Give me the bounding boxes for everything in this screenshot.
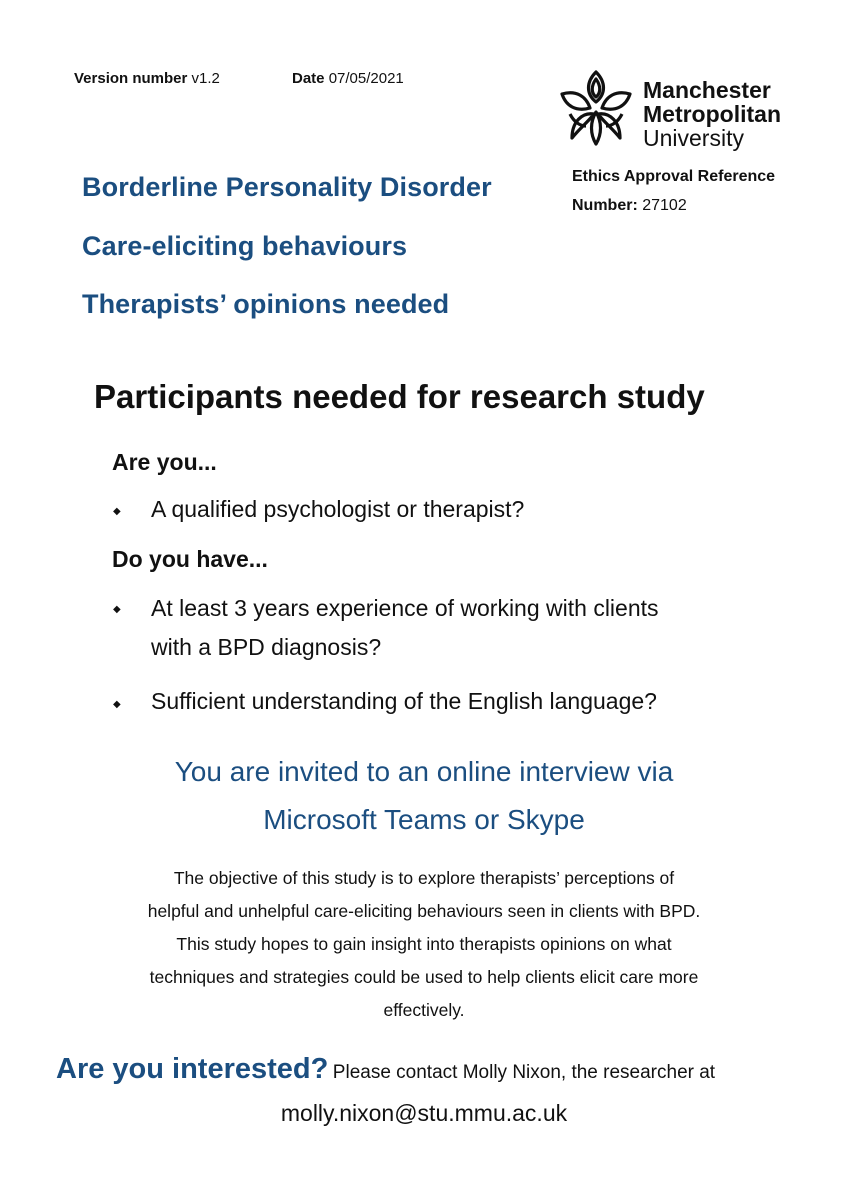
objective-line-3: This study hopes to gain insight into therapists opinions on what <box>176 934 672 954</box>
contact-line <box>56 1053 715 1086</box>
contact-email[interactable]: molly.nixon@stu.mmu.ac.uk <box>280 1100 568 1126</box>
criteria-bullet-english: Sufficient understanding of the English language? <box>151 688 657 714</box>
are-you-heading: Are you... <box>112 449 217 475</box>
ethics-number-label: Number: <box>572 197 638 214</box>
contact-text: Please contact Molly Nixon, the researcher at <box>332 1062 716 1083</box>
heading-therapists-opinions: Therapists’ opinions needed <box>82 289 450 319</box>
interest-question: Are you interested? <box>56 1053 329 1085</box>
objective-line-4: techniques and strategies could be used to help clients elicit care more <box>149 967 699 987</box>
heading-care-eliciting: Care-eliciting behaviours <box>82 231 408 261</box>
logo-line-3: University <box>643 125 744 151</box>
objective-line-2: helpful and unhelpful care-eliciting behaviours seen in clients with BPD. <box>147 901 701 921</box>
criteria-bullet-experience <box>151 589 659 667</box>
invite-line-1: You are invited to an online interview via <box>174 756 674 787</box>
university-logo <box>556 68 636 148</box>
diamond-bullet-icon: ◆ <box>113 506 121 517</box>
date-value: 07/05/2021 <box>328 70 404 87</box>
page-title: Participants needed for research study <box>94 378 705 415</box>
diamond-bullet-icon: ◆ <box>113 604 121 615</box>
study-objective <box>0 862 848 1027</box>
ethics-reference <box>572 162 775 220</box>
criteria-experience-line-1: At least 3 years experience of working with clients <box>151 595 659 621</box>
ethics-label: Ethics Approval Reference <box>572 168 776 185</box>
ethics-number: 27102 <box>642 197 687 214</box>
date-label: Date <box>292 70 325 87</box>
version-number <box>74 70 220 87</box>
objective-line-5: effectively. <box>383 1000 465 1020</box>
heading-bpd: Borderline Personality Disorder <box>82 172 492 202</box>
invitation <box>0 748 848 844</box>
version-label: Version number <box>74 70 188 87</box>
criteria-bullet-qualified: A qualified psychologist or therapist? <box>151 496 525 522</box>
do-you-have-heading: Do you have... <box>112 546 268 572</box>
logo-line-2: Metropolitan <box>643 101 781 127</box>
objective-line-1: The objective of this study is to explore therapists’ perceptions of <box>173 868 675 888</box>
version-value: v1.2 <box>191 70 220 87</box>
invite-line-2: Microsoft Teams or Skype <box>263 804 585 835</box>
document-date <box>292 70 404 87</box>
criteria-experience-line-2: with a BPD diagnosis? <box>151 634 382 660</box>
university-name <box>643 78 781 150</box>
diamond-bullet-icon: ◆ <box>113 699 121 710</box>
rose-emblem-icon <box>556 68 636 148</box>
logo-line-1: Manchester <box>643 77 771 103</box>
